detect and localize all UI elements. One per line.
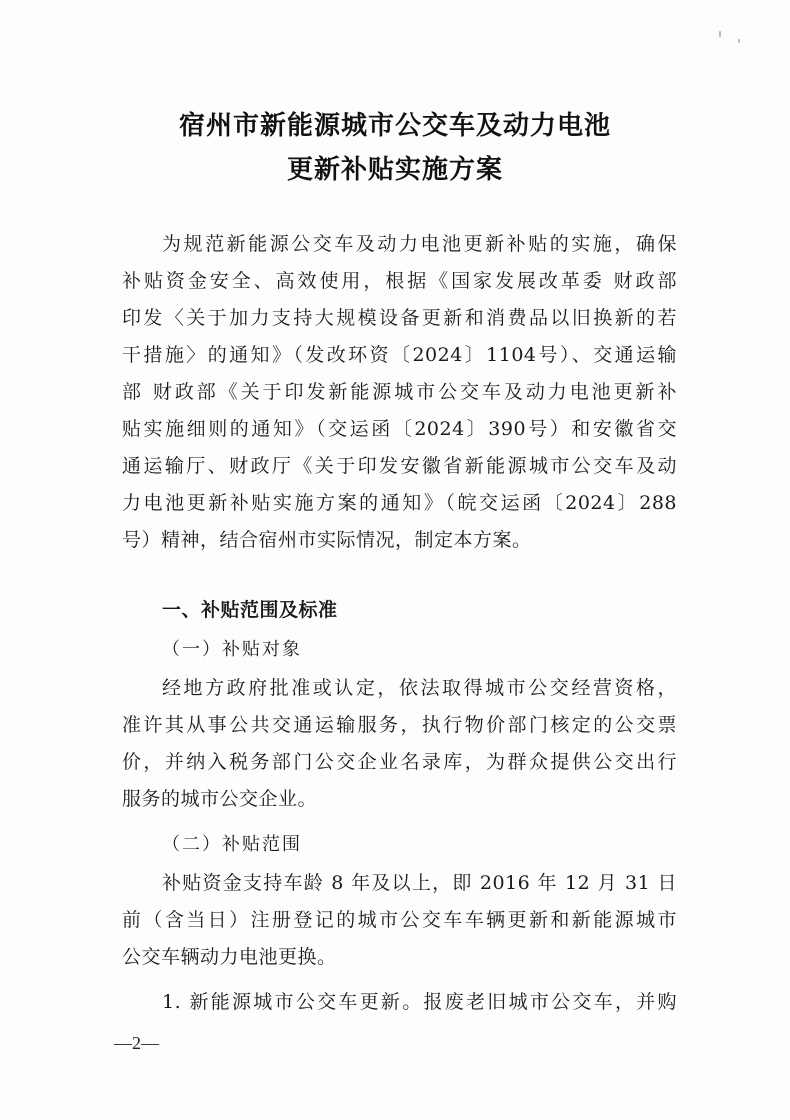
title-line: 更新补贴实施方案 [286,155,503,185]
paragraph-line: 补贴资金安全、高效使用，根据《国家发展改革委 财政部 [122,270,677,292]
document-title [0,104,790,192]
paragraph-line: 干措施〉的通知》（发改环资〔2024〕1104号）、交通运输 [122,344,677,366]
section-heading: 一、补贴范围及标准 [162,599,338,621]
scan-speck [738,39,740,43]
paragraph-line: 公交车辆动力电池更换。 [122,946,337,968]
paragraph-line: 印发〈关于加力支持大规模设备更新和消费品以旧换新的若 [122,307,677,329]
page-number: —2— [114,1033,159,1053]
paragraph-line: 准许其从事公共交通运输服务，执行物价部门核定的公交票 [122,714,677,736]
paragraph-line: 号）精神，结合宿州市实际情况，制定本方案。 [122,529,532,551]
paragraph-line: 经地方政府批准或认定，依法取得城市公交经营资格， [162,677,677,699]
list-item: 1. 新能源城市公交车更新。报废老旧城市公交车，并购 [162,991,677,1013]
title-line: 宿州市新能源城市公交车及动力电池 [178,111,611,141]
paragraph-line: 通运输厅、财政厅《关于印发安徽省新能源城市公交车及动 [122,455,677,477]
paragraph-line: 部 财政部《关于印发新能源城市公交车及动力电池更新补 [122,381,677,403]
subsection-heading: （二）补贴范围 [162,834,302,855]
paragraph-line: 补贴资金支持车龄 8 年及以上，即 2016 年 12 月 31 日 [162,872,677,894]
scan-speck [719,31,721,37]
paragraph-line: 价，并纳入税务部门公交企业名录库，为群众提供公交出行 [122,751,677,773]
paragraph-line: 前（含当日）注册登记的城市公交车车辆更新和新能源城市 [122,909,677,931]
paragraph-line: 力电池更新补贴实施方案的通知》（皖交运函〔2024〕288 [122,492,677,514]
paragraph-line: 为规范新能源公交车及动力电池更新补贴的实施，确保 [162,233,677,255]
paragraph-line: 贴实施细则的通知》（交运函〔2024〕390号）和安徽省交 [122,418,677,440]
subsection-heading: （一）补贴对象 [162,639,302,660]
paragraph-line: 服务的城市公交企业。 [122,788,318,810]
